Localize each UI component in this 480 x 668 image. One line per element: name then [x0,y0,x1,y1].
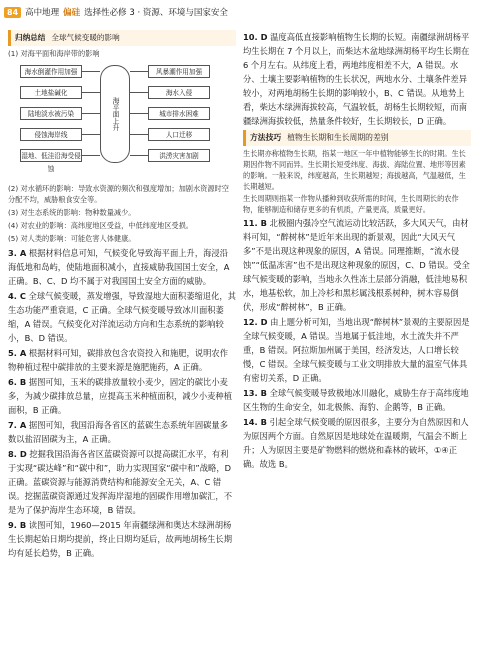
summary-note: (3) 对生态系统的影响：物种数量减少。 [8,208,136,217]
diagram-left-item: 海水倒灌作用加强 [20,65,82,78]
summary-box-heading [8,30,236,46]
page-number: 84 [4,7,21,18]
answer-number: 13. B [243,388,267,398]
answer-item [8,289,236,345]
sea-level-impact-diagram [8,61,236,179]
summary-title: 全球气候变暖的影响 [51,33,120,42]
right-column [243,30,471,472]
answer-text: 据图可知，玉米的碳排放量较小麦少，固定的碳比小麦多，为减少碳排放总量，应提高玉米种植面积，减少小麦种植面积，B 正确。 [8,377,233,415]
answer-text: 根据材料可知，碳排放包含农资投入和施肥，说明农作物种植过程中碳排放的主要来源是施肥施药，A 正确。 [8,348,229,372]
brand-name: 偏硅 [63,8,81,18]
answer-text: 北极圈内强冷空气流运动比较活跃，多大风天气，由材料可知，“醉树林”是近年来出现的新景观，因此“大风天气多”不是出现这种现象的原因，A 错误。同理推断，“流水侵蚀”“低温冻害”也不是出现这种现象的原因，C、D 错误。受全球气候变暖的影响，当地永久性冻土层部分消融，低洼地易积水，地基松软，加上冷杉和黑杉属浅根系树种，树木容易倒伏，形成“醉树林”，B 正确。 [243,218,470,312]
method-paragraph: 生长周期则指某一作物从播种到收获所需的时间，生长周期长的农作物，能够制造和储存更多的有机质，产量更高，质量更好。 [243,194,459,214]
diagram-left-item: 侵蚀海岸线 [20,128,82,141]
page-header [4,4,228,20]
method-title: 植物生长期和生长周期的差别 [287,133,389,142]
answer-item [243,216,471,314]
answer-text: 挖掘我国沿海各省区蓝碳资源可以提高碳汇水平，有利于实现“碳达峰”和“碳中和”，助力实现国家“碳中和”战略，D 正确。蓝碳资源与能源消费结构和能源安全无关，A、C 错误。挖掘蓝碳资源通过发挥海岸湿地的固碳作用增加碳汇，不是为了保护海岸生态环境，B 错误。 [8,449,233,515]
diagram-right-item: 城市排水困难 [148,107,210,120]
diagram-left-item: 陆地淡水被污染 [20,107,82,120]
answer-item [8,447,236,517]
answer-number: 11. B [243,218,267,228]
answer-item [8,375,236,417]
answer-item [243,315,471,385]
summary-note: (1) 对海平面和海岸带的影响 [8,49,100,58]
diagram-right-item: 风暴潮作用加强 [148,65,210,78]
answer-text: 据图可知，我国沿海各省区的蓝碳生态系统年固碳量多数以盐沼固碳为主，A 正确。 [8,420,229,444]
answer-item [243,386,471,414]
answer-number: 8. D [8,449,27,459]
answer-text: 由上题分析可知，当地出现“醉树林”景观的主要原因是全球气候变暖，A 错误。当地属于低洼地，水土流失并不严重，B 错误。阿拉斯加州属于美国，经济发达，人口增长较慢，C 错误。全球气候变暖与工业文明排放大量的温室气体具有密切关系，D 正确。 [243,317,470,383]
answer-text: 根据材料信息可知，气候变化导致海平面上升，海浸沿海低地和岛屿，使陆地面积减小，直接威胁我国国土安全，A 正确。B、C、D 均不属于对我国国土安全方面的威胁。 [8,248,230,286]
answer-item [8,246,236,288]
series-name: 高中地理 [25,8,60,18]
left-column [8,30,236,561]
answer-text: 读图可知，1960—2015 年南疆绿洲和奥达木绿洲胡杨生长期起始日期均提前，终止日期均延后，故两地胡杨生长期均有延长趋势，B 正确。 [8,520,233,558]
diagram-right-item: 海水入侵 [148,86,210,99]
diagram-left-item: 土地盐碱化 [20,86,82,99]
answer-number: 7. A [8,420,27,430]
method-tag: 方法技巧 [250,133,282,142]
answer-number: 12. D [243,317,268,327]
answer-number: 5. A [8,348,27,358]
summary-note: (2) 对水循环的影响：导致水资源的频次和强度增加；加剧水资源时空分配不均，威胁粮食安全等。 [8,184,229,204]
answer-number: 4. C [8,291,26,301]
answer-number: 14. B [243,417,267,427]
diagram-hub: 海平面上升 [100,65,130,163]
diagram-left-item: 湿地、低洼沿海受侵蚀 [20,149,82,162]
summary-note: (4) 对农业的影响：高纬度地区受益，中低纬度地区受损。 [8,221,193,230]
diagram-right-item: 洪涝灾害加剧 [148,149,210,162]
method-box-heading [243,130,471,146]
diagram-right-item: 人口迁移 [148,128,210,141]
answer-text: 全球气候变暖导致极地冰川融化，威胁生存于高纬度地区生物的生命安全，如北极熊、海豹、企鹅等，B 正确。 [243,388,469,412]
answer-item [243,415,471,471]
book-title: 选择性必修 3 · 资源、环境与国家安全 [84,8,228,18]
answer-number: 10. D [243,32,268,42]
summary-note: (5) 对人类的影响：可能危害人体健康。 [8,234,136,243]
answer-text: 全球气候变暖，蒸发增强，导致湿地大面积萎缩退化，其生态功能严重衰退，C 正确。全球气候变暖导致冰川面积萎缩，A 错误。气候变化对洋流运动方向和生态系统的影响较小，B、D 错误。 [8,291,236,343]
method-paragraph: 生长期亦称植物生长期，指某一地区一年中植物能够生长的时期。生长期因作物不同而异。生长期长短受纬度、海拔、海陆位置、地形等因素的影响。一般来说，纬度越高，生长期越短；海拔越高，气温越低，生长期越短。 [243,149,466,191]
answer-item [243,30,471,128]
answer-item [8,346,236,374]
answer-text: 引起全球气候变暖的原因很多，主要分为自然原因和人为原因两个方面。自然原因是地球处在温暖期，气温会不断上升；人为原因主要是矿物燃料的燃烧和森林的破坏，①④正确。故选 B。 [243,417,469,469]
answer-number: 9. B [8,520,27,530]
answer-item [8,418,236,446]
summary-tag: 归纳总结 [15,33,46,42]
answer-text: 温度高低直接影响植物生长期的长短。南疆绿洲胡杨平均生长期在 7 个月以上，而柴达木盆地绿洲胡杨平均生长期在 6 个月左右。从纬度上看，两地纬度相差不大，A 错误。水分、土壤主要影响植物的生长状况，两地水分、土壤条件差异较小，对两地胡杨生长期的影响较小，B、C 错误。从地势上看，柴达木绿洲海拔较高，气温较低，胡杨生长期较短，而南疆绿洲海拔较低，热量条件较好，生长期较长，D 正确。 [243,32,470,126]
answer-item [8,518,236,560]
answer-number: 3. A [8,248,27,258]
answer-number: 6. B [8,377,27,387]
